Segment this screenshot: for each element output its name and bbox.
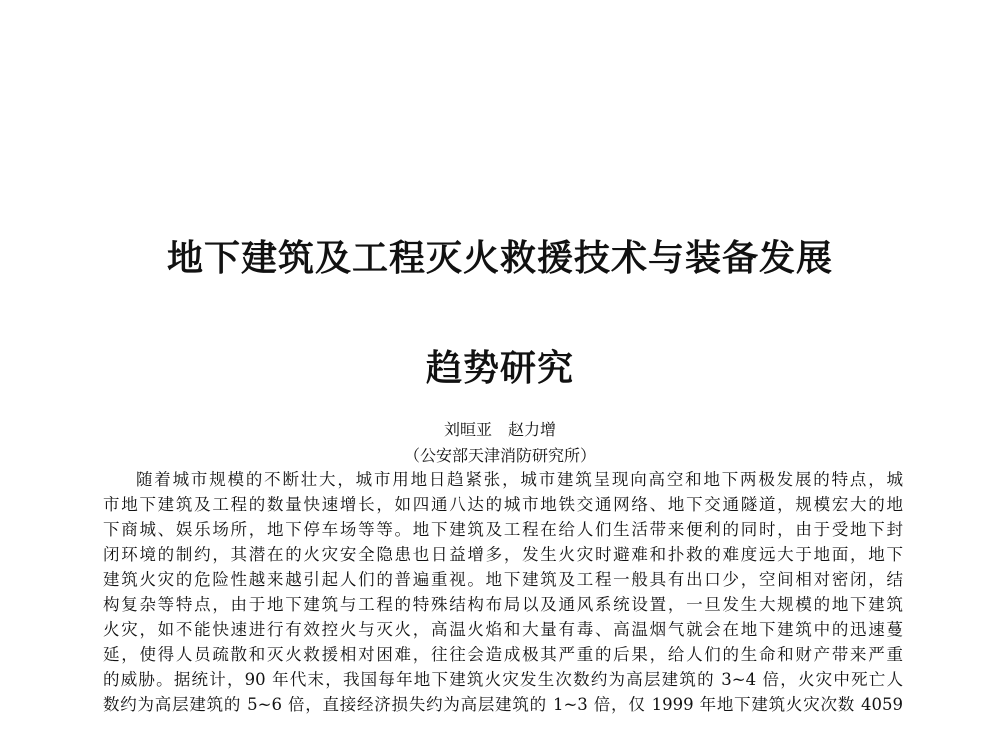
- title-line-2: 趋势研究: [425, 348, 574, 389]
- body-line: 闭环境的制约，其潜在的火灾安全隐患也日益增多，发生火灾时避难和扑救的难度远大于地面，地下: [103, 545, 903, 564]
- body-line: 延，使得人员疏散和灭火救援相对困难，往往会造成极其严重的后果，给人们的生命和财产带来严重: [103, 645, 903, 664]
- affiliation: （公安部天津消防研究所）: [403, 446, 596, 465]
- body-line: 下商城、娱乐场所，地下停车场等等。地下建筑及工程在给人们生活带来便利的同时，由于受地下封: [103, 520, 903, 539]
- body-line: 市地下建筑及工程的数量快速增长，如四通八达的城市地铁交通网络、地下交通隧道，规模宏大的地: [103, 495, 903, 514]
- body-line: 构复杂等特点，由于地下建筑与工程的特殊结构布局以及通风系统设置，一旦发生大规模的地下建筑: [103, 595, 903, 614]
- title-line-1: 地下建筑及工程灭火救援技术与装备发展: [166, 238, 833, 279]
- body-line: 随着城市规模的不断壮大，城市用地日趋紧张，城市建筑呈现向高空和地下两极发展的特点，城: [136, 470, 903, 489]
- authors: 刘晅亚 赵力增: [443, 420, 556, 439]
- body-paragraph: [103, 467, 903, 717]
- body-line: 火灾，如不能快速进行有效控火与灭火，高温火焰和大量有毒、高温烟气就会在地下建筑中的迅速蔓: [103, 620, 903, 639]
- body-line: 数约为高层建筑的 5~6 倍，直接经济损失约为高层建筑的 1~3 倍，仅 1999 年地下建筑火灾次数 4059: [103, 695, 903, 714]
- body-line: 建筑火灾的危险性越来越引起人们的普遍重视。地下建筑及工程一般具有出口少，空间相对密闭，结: [103, 570, 903, 589]
- body-line: 的威胁。据统计，90 年代末，我国每年地下建筑火灾发生次数约为高层建筑的 3~4 倍，火灾中死亡人: [103, 670, 903, 689]
